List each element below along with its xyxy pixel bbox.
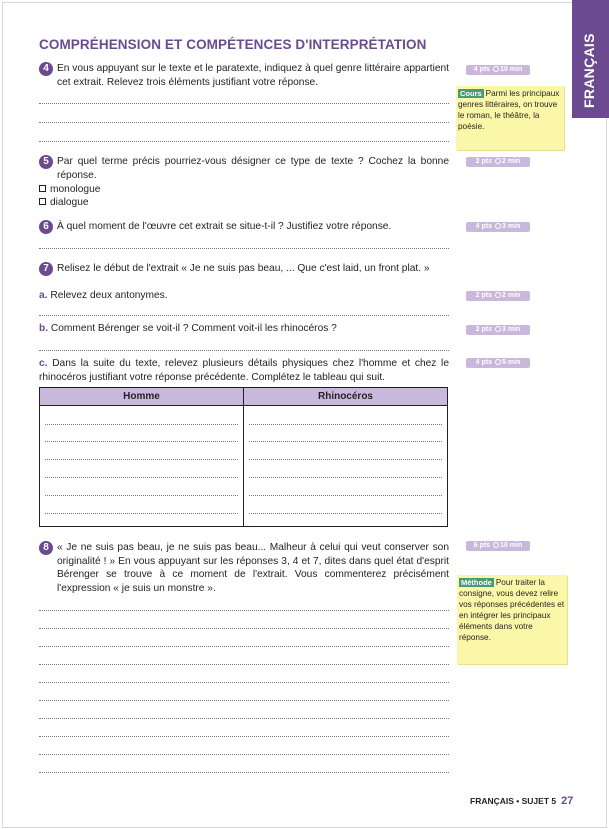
answer-line[interactable]: [39, 248, 449, 249]
question-5-text: Par quel terme précis pourriez-vous désigner ce type de texte ? Cochez la bonne réponse.: [57, 156, 449, 181]
question-7c: c. Dans la suite du texte, relevez plusieurs détails physiques chez l'homme et chez le rhinocéros justifiant votre réponse précédente. Complétez le tableau qui suit.: [39, 358, 449, 383]
table-cell-line[interactable]: [249, 513, 442, 514]
clock-icon: [495, 158, 501, 164]
answer-line[interactable]: [39, 682, 449, 683]
table-header-rhinoceros: Rhinocéros: [244, 388, 447, 405]
cours-note: [456, 86, 564, 150]
question-4-text: En vous appuyant sur le texte et le paratexte, indiquez à quel genre littéraire appartient cet extrait. Relevez trois éléments justifiant votre réponse.: [57, 63, 449, 88]
cours-tag: Cours: [460, 89, 482, 98]
clock-icon: [495, 223, 501, 229]
clock-icon: [493, 66, 499, 72]
header-divider: [40, 405, 447, 406]
methode-text: Pour traiter la consigne, vous devez relire vos réponses précédentes et en intégrer les principaux éléments dans votre réponse.: [459, 578, 565, 642]
question-7-text: Relisez le début de l'extrait « Je ne suis pas beau, ... Que c'est laid, un front plat. »: [57, 263, 430, 274]
table-cell-line[interactable]: [249, 495, 442, 496]
table-cell-line[interactable]: [249, 441, 442, 442]
question-number-6: 6: [39, 220, 53, 234]
clock-icon: [495, 292, 501, 298]
question-number-5: 5: [39, 155, 53, 169]
answer-line[interactable]: [39, 141, 449, 142]
table-cell-line[interactable]: [249, 477, 442, 478]
question-7a: a. Relevez deux antonymes.: [39, 290, 168, 301]
clock-icon: [493, 542, 499, 548]
answer-line[interactable]: [39, 664, 449, 665]
table-cell-line[interactable]: [45, 424, 238, 425]
answer-line[interactable]: [39, 754, 449, 755]
answer-line[interactable]: [39, 646, 449, 647]
question-8-text: « Je ne suis pas beau, je ne suis pas beau... Malheur à celui qui veut conserver son originalité ! » En vous appuyant sur les réponses 3, 4 et 7, dites dans quel état d'esprit Bérenger se trouve à ce moment de l'extrait. Vous commenterez précisément l'expression « je suis un monstre ».: [57, 542, 449, 594]
answer-line[interactable]: [39, 628, 449, 629]
cours-text: Parmi les principaux genres littéraires, on trouve le roman, le théâtre, la poésie.: [458, 89, 560, 131]
question-number-7: 7: [39, 262, 53, 276]
points-badge-q6: 4 pts 3 min: [466, 222, 530, 232]
table-cell-line[interactable]: [249, 459, 442, 460]
answer-line[interactable]: [39, 718, 449, 719]
answer-line[interactable]: [39, 350, 449, 351]
table-header-homme: Homme: [40, 388, 243, 405]
table-cell-line[interactable]: [45, 459, 238, 460]
points-badge-q4: 4 pts 10 min: [466, 65, 530, 75]
methode-tag: Méthode: [461, 578, 492, 587]
table-cell-line[interactable]: [45, 495, 238, 496]
page-footer: [470, 795, 573, 807]
section-title: COMPRÉHENSION ET COMPÉTENCES D'INTERPRÉTATION: [39, 37, 427, 52]
checkbox[interactable]: [39, 185, 46, 192]
question-7b: b. Comment Bérenger se voit-il ? Comment voit-il les rhinocéros ?: [39, 323, 337, 334]
methode-note: [457, 575, 567, 664]
answer-line[interactable]: [39, 103, 449, 104]
side-tab: [572, 0, 609, 118]
table-cell-line[interactable]: [249, 424, 442, 425]
option-dialogue[interactable]: dialogue: [39, 196, 89, 210]
points-badge-q7b: 2 pts 3 min: [466, 325, 530, 335]
answer-line[interactable]: [39, 700, 449, 701]
points-badge-q8: 6 pts 10 min: [466, 541, 530, 551]
clock-icon: [495, 326, 501, 332]
answer-line[interactable]: [39, 122, 449, 123]
points-badge-q7a: 2 pts 2 min: [466, 291, 530, 301]
page-number: 27: [561, 795, 574, 807]
table-cell-line[interactable]: [45, 441, 238, 442]
table-cell-line[interactable]: [45, 513, 238, 514]
answer-line[interactable]: [39, 772, 449, 773]
question-number-4: 4: [39, 62, 53, 76]
answer-line[interactable]: [39, 315, 449, 316]
points-badge-q7c: 4 pts 5 min: [466, 358, 530, 368]
question-6-text: À quel moment de l'œuvre cet extrait se situe-t-il ? Justifiez votre réponse.: [57, 221, 392, 232]
side-tab-label: FRANÇAIS: [581, 33, 597, 108]
points-badge-q5: 2 pts 2 min: [466, 157, 530, 167]
column-divider: [243, 388, 244, 526]
comparison-table: [39, 387, 448, 527]
answer-line[interactable]: [39, 610, 449, 611]
clock-icon: [495, 359, 501, 365]
checkbox[interactable]: [39, 198, 46, 205]
footer-label: FRANÇAIS • SUJET 5: [470, 796, 557, 806]
table-cell-line[interactable]: [45, 477, 238, 478]
option-monologue[interactable]: monologue: [39, 183, 100, 197]
question-number-8: 8: [39, 541, 53, 555]
answer-line[interactable]: [39, 736, 449, 737]
